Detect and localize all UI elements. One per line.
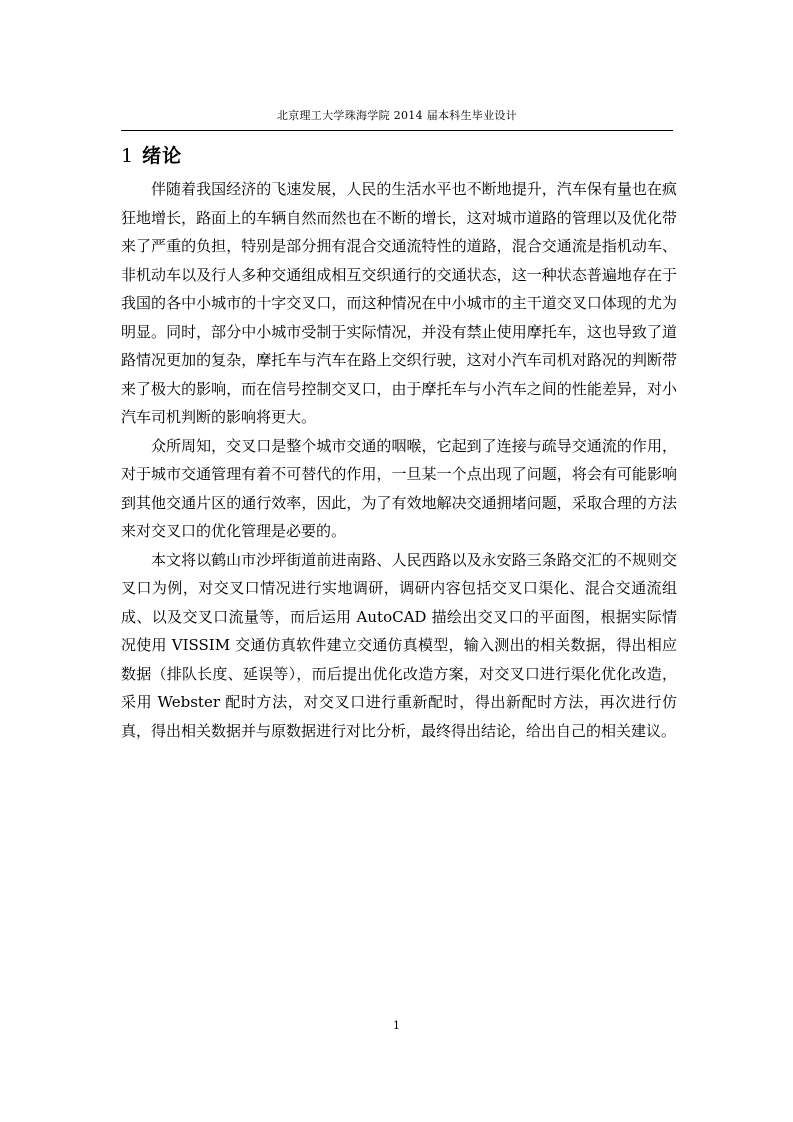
paragraph-3: 本文将以鹤山市沙坪街道前进南路、人民西路以及永安路三条路交汇的不规则交叉口为例，对交叉口情况进行实地调研，调研内容包括交叉口渠化、混合交通流组成、以及交叉口流量等，而后运用 AutoCAD 描绘出交叉口的平面图，根据实际情况使用 VISSIM 交通仿真软件建立交通仿真模型，输入测出的相关数据，得出相应数据（排队长度、延误等），而后提出优化改造方案，对交叉口进行渠化优化改造，采用 Webster 配时方法，对交叉口进行重新配时，得出新配时方法，再次进行仿真，得出相关数据并与原数据进行对比分析，最终得出结论，给出自己的相关建议。 — [121, 550, 677, 740]
paragraph-1: 伴随着我国经济的飞速发展，人民的生活水平也不断地提升，汽车保有量也在疯狂地增长，路面上的车辆自然而然也在不断的增长，这对城市道路的管理以及优化带来了严重的负担，特别是部分拥有混合交通流特性的道路，混合交通流是指机动车、非机动车以及行人多种交通组成相互交织通行的交通状态，这一种状态普遍地存在于我国的各中小城市的十字交叉口，而这种情况在中小城市的主干道交叉口体现的尤为明显。同时，部分中小城市受制于实际情况，并没有禁止使用摩托车，这也导致了道路情况更加的复杂，摩托车与汽车在路上交织行驶，这对小汽车司机对路况的判断带来了极大的影响，而在信号控制交叉口，由于摩托车与小汽车之间的性能差异，对小汽车司机判断的影响将更大。 — [121, 180, 677, 426]
body-text — [121, 175, 677, 745]
running-header: 北京理工大学珠海学院 2014 届本科生毕业设计 — [276, 109, 518, 122]
chapter-number: 1 — [121, 145, 135, 167]
chapter-title: 绪论 — [142, 145, 183, 167]
page-number: 1 — [393, 1019, 400, 1032]
chapter-heading — [121, 142, 182, 170]
header-divider — [121, 130, 673, 131]
paragraph-2: 众所周知，交叉口是整个城市交通的咽喉，它起到了连接与疏导交通流的作用，对于城市交通管理有着不可替代的作用，一旦某一个点出现了问题，将会有可能影响到其他交通片区的通行效率，因此，为了有效地解决交通拥堵问题，采取合理的方法来对交叉口的优化管理是必要的。 — [121, 436, 677, 540]
